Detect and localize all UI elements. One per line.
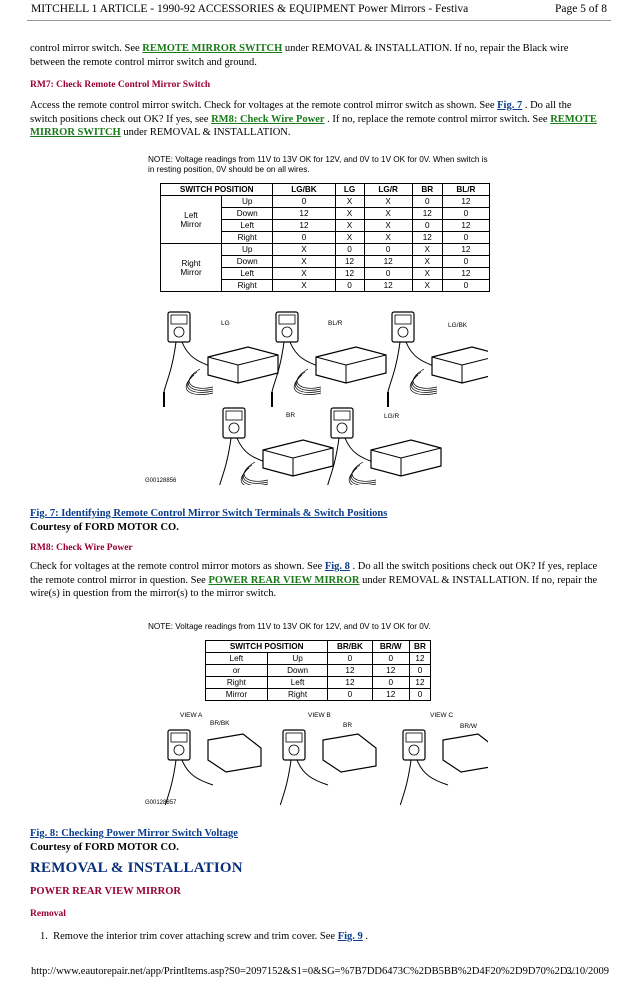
wire-label-brbk: BR/BK xyxy=(210,720,230,727)
table-row xyxy=(161,244,490,256)
fig8-col-header: BR xyxy=(409,641,430,653)
step-text: Remove the interior trim cover attaching screw and trim cover. See xyxy=(53,931,338,942)
rm7-heading: RM7: Check Remote Control Mirror Switch xyxy=(30,80,211,90)
rm8-paragraph xyxy=(30,560,600,601)
table-cell: 0 xyxy=(335,280,364,292)
meter-dial xyxy=(282,327,292,337)
fig7-code: G00128856 xyxy=(145,478,177,484)
rm7-text-4: under REMOVAL & INSTALLATION. xyxy=(120,127,291,138)
table-cell: 12 xyxy=(409,653,430,665)
table-cell: 12 xyxy=(328,665,372,677)
table-cell: X xyxy=(335,208,364,220)
table-cell: 0 xyxy=(328,653,372,665)
table-cell: X xyxy=(335,196,364,208)
probe-lead xyxy=(399,760,411,805)
wire-label-lgr: LG/R xyxy=(384,413,400,420)
table-cell: 0 xyxy=(273,196,335,208)
meter-dial xyxy=(337,423,347,433)
table-cell: X xyxy=(335,232,364,244)
table-cell: 12 xyxy=(335,268,364,280)
table-cell: 12 xyxy=(372,665,409,677)
wire-label-br: BR xyxy=(286,412,296,419)
rm8-text-3: under REMOVAL & INSTALLATION. If no, repair the wire(s) in question from the mirror(s) to the mirror switch. xyxy=(30,574,598,599)
fig8-col-header: SWITCH POSITION xyxy=(206,641,328,653)
fig8-caption[interactable]: Fig. 8: Checking Power Mirror Switch Voltage xyxy=(30,828,238,839)
table-cell: X xyxy=(412,256,442,268)
group-label-line: Right xyxy=(181,258,201,268)
fig8-side-label: or xyxy=(206,665,268,677)
table-cell: Left xyxy=(222,268,273,280)
group-label-line: Mirror xyxy=(180,219,202,229)
meter-dial xyxy=(289,745,299,755)
meter-display xyxy=(334,411,350,420)
table-cell: Down xyxy=(222,208,273,220)
view-a-label: VIEW A xyxy=(180,712,203,719)
table-cell: 12 xyxy=(409,677,430,689)
intro-text: control mirror switch. See xyxy=(30,43,143,54)
remote-mirror-switch-link[interactable]: REMOTE MIRROR SWITCH xyxy=(142,43,283,54)
fig7-table-header xyxy=(161,184,490,196)
fig7-group-label xyxy=(161,244,222,292)
table-cell: 12 xyxy=(412,232,442,244)
probe-lead xyxy=(279,760,291,805)
table-cell: Left xyxy=(222,220,273,232)
view-c-label: VIEW C xyxy=(430,712,454,719)
remote-mirror-switch-link-2[interactable]: REMOTE MIRROR SWITCH xyxy=(30,113,597,138)
table-cell: 0 xyxy=(442,256,489,268)
table-row xyxy=(161,196,490,208)
removal-installation-heading: REMOVAL & INSTALLATION xyxy=(30,860,243,876)
meter-display xyxy=(171,733,187,742)
table-cell: 12 xyxy=(328,677,372,689)
fig7-courtesy: Courtesy of FORD MOTOR CO. xyxy=(30,521,179,533)
view-b-label: VIEW B xyxy=(308,712,331,719)
table-cell: X xyxy=(364,196,412,208)
table-cell: 12 xyxy=(442,244,489,256)
table-cell: X xyxy=(273,268,335,280)
probe-lead xyxy=(297,760,328,785)
table-cell: 12 xyxy=(335,256,364,268)
wire-label-lg: LG xyxy=(221,320,230,327)
removal-subheading: Removal xyxy=(30,909,66,919)
wire-label-br-2: BR xyxy=(343,722,353,729)
rm8-link[interactable]: RM8: Check Wire Power xyxy=(211,113,325,125)
fig8-table-header xyxy=(206,641,431,653)
fig7-col-header: LG/R xyxy=(364,184,412,196)
table-cell: 12 xyxy=(442,220,489,232)
mirror-motor-icon xyxy=(208,734,261,772)
table-cell: Up xyxy=(267,653,328,665)
table-row xyxy=(206,689,431,701)
table-row xyxy=(206,677,431,689)
wire-label-blr: BL/R xyxy=(328,320,343,327)
mirror-motor-icon xyxy=(443,734,488,772)
rm7-text: Access the remote control mirror switch. Check for voltages at the remote control mirror switch as shown. See xyxy=(30,100,498,111)
step-number: 1. xyxy=(40,931,48,942)
footer-url[interactable]: http://www.eautorepair.net/app/PrintItems.asp?S0=2097152&S1=0&SG=%7B7DD6473C%2DB5BB%2D4F20%2D9D70%2D... xyxy=(31,966,576,977)
wire xyxy=(242,468,268,485)
fig8-link[interactable]: Fig. 8 xyxy=(324,561,350,572)
rm8-text-2: . Do all the switch positions check out OK? If yes, replace the remote control mirror in question. See xyxy=(30,561,598,586)
rm7-text-3: . If no, replace the remote control mirror switch. See xyxy=(324,113,551,125)
probe-lead xyxy=(219,438,231,485)
table-cell: Up xyxy=(222,244,273,256)
wire-label-lgbk: LG/BK xyxy=(448,322,468,329)
fig7-voltage-table xyxy=(160,183,490,292)
wire xyxy=(350,468,376,485)
group-label-line: Mirror xyxy=(180,267,202,277)
fig9-link[interactable]: Fig. 9 xyxy=(337,931,363,942)
fig8-side-label: Left xyxy=(206,653,268,665)
table-cell: 12 xyxy=(364,256,412,268)
probe-lead xyxy=(164,760,176,805)
fig7-col-header: LG/BK xyxy=(273,184,335,196)
probe-lead xyxy=(417,760,448,785)
table-cell: Right xyxy=(222,280,273,292)
table-cell: Right xyxy=(267,689,328,701)
table-cell: 12 xyxy=(364,280,412,292)
rm7-text-2: . Do all the switch positions check out OK? If yes, see xyxy=(30,100,572,125)
meter-dial xyxy=(409,745,419,755)
table-cell: 0 xyxy=(372,653,409,665)
fig7-col-header: BL/R xyxy=(442,184,489,196)
table-row xyxy=(206,653,431,665)
table-cell: X xyxy=(273,256,335,268)
step-end: . xyxy=(362,931,369,942)
table-cell: 0 xyxy=(412,196,442,208)
table-cell: X xyxy=(364,232,412,244)
page-number: Page 5 of 8 xyxy=(554,3,607,15)
table-cell: X xyxy=(412,244,442,256)
table-cell: X xyxy=(364,220,412,232)
table-cell: 12 xyxy=(442,268,489,280)
document-title: MITCHELL 1 ARTICLE - 1990-92 ACCESSORIES & EQUIPMENT Power Mirrors - Festiva xyxy=(31,3,469,15)
group-label-line: Left xyxy=(184,210,198,220)
fig8-col-header: BR/BK xyxy=(328,641,372,653)
table-cell: X xyxy=(412,268,442,280)
fig8-note: NOTE: Voltage readings from 11V to 13V OK for 12V, and 0V to 1V OK for 0V. xyxy=(148,622,431,631)
table-cell: X xyxy=(364,208,412,220)
fig7-col-header: SWITCH POSITION xyxy=(161,184,273,196)
probe-lead xyxy=(182,760,213,785)
table-cell: Right xyxy=(222,232,273,244)
fig8-voltage-table xyxy=(205,640,431,701)
table-cell: 0 xyxy=(409,689,430,701)
table-cell: X xyxy=(335,220,364,232)
intro-text-cont: under REMOVAL & INSTALLATION. If no, repair the Black wire between the remote control mirror switch and ground. xyxy=(30,43,569,68)
fig7-caption[interactable]: Fig. 7: Identifying Remote Control Mirror Switch Terminals & Switch Positions xyxy=(30,508,388,519)
table-cell: Down xyxy=(222,256,273,268)
table-cell: 0 xyxy=(364,268,412,280)
mirror-motor-icon xyxy=(323,734,376,772)
fig7-col-header: LG xyxy=(335,184,364,196)
table-cell: 0 xyxy=(335,244,364,256)
fig8-side-label: Mirror xyxy=(206,689,268,701)
wire-label-brw: BR/W xyxy=(460,723,477,730)
fig8-caption-block xyxy=(30,827,600,854)
fig7-group-label xyxy=(161,196,222,244)
meter-display xyxy=(406,733,422,742)
probe-lead xyxy=(388,342,400,392)
table-cell: X xyxy=(412,280,442,292)
table-cell: 0 xyxy=(442,280,489,292)
table-cell: 0 xyxy=(409,665,430,677)
rm7-paragraph xyxy=(30,99,600,140)
removal-step-1 xyxy=(40,930,610,944)
page-header xyxy=(27,0,611,21)
connector-icon xyxy=(371,440,441,476)
connector-icon xyxy=(208,347,278,383)
fig8-col-header: BR/W xyxy=(372,641,409,653)
fig8-code: G00128857 xyxy=(145,800,177,806)
power-rear-view-mirror-heading: POWER REAR VIEW MIRROR xyxy=(30,886,181,897)
rm8-text: Check for voltages at the remote control mirror motors as shown. See xyxy=(30,561,325,572)
table-cell: X xyxy=(273,244,335,256)
fig7-note: NOTE: Voltage readings from 11V to 13V OK for 12V, and 0V to 1V OK for 0V. When switch is in resting position, 0V should be on all wires. xyxy=(148,155,488,174)
table-cell: 0 xyxy=(442,232,489,244)
fig7-figure xyxy=(148,155,493,292)
fig8-figure xyxy=(148,622,448,701)
table-cell: 12 xyxy=(442,196,489,208)
fig8-meter-diagrams xyxy=(148,710,488,805)
fig7-meter-diagrams xyxy=(148,300,488,485)
connector-icon xyxy=(263,440,333,476)
fig8-courtesy: Courtesy of FORD MOTOR CO. xyxy=(30,841,179,853)
table-cell: 12 xyxy=(372,689,409,701)
table-cell: X xyxy=(273,280,335,292)
table-cell: 0 xyxy=(412,220,442,232)
meter-display xyxy=(171,315,187,324)
table-cell: Left xyxy=(267,677,328,689)
meter-dial xyxy=(398,327,408,337)
connector-icon xyxy=(432,347,488,383)
probe-lead xyxy=(164,342,176,392)
table-cell: 0 xyxy=(372,677,409,689)
footer-date: 3/10/2009 xyxy=(566,966,609,977)
fig7-col-header: BR xyxy=(412,184,442,196)
table-cell: Up xyxy=(222,196,273,208)
table-cell: 12 xyxy=(412,208,442,220)
table-cell: Down xyxy=(267,665,328,677)
connector-icon xyxy=(316,347,386,383)
table-cell: 12 xyxy=(273,208,335,220)
fig7-caption-block xyxy=(30,507,600,534)
meter-display xyxy=(286,733,302,742)
meter-display xyxy=(226,411,242,420)
table-cell: 0 xyxy=(442,208,489,220)
meter-dial xyxy=(229,423,239,433)
fig8-side-label: Right xyxy=(206,677,268,689)
table-cell: 0 xyxy=(328,689,372,701)
meter-display xyxy=(395,315,411,324)
meter-display xyxy=(279,315,295,324)
meter-dial xyxy=(174,745,184,755)
table-cell: 12 xyxy=(273,220,335,232)
table-cell: 0 xyxy=(364,244,412,256)
rm8-heading: RM8: Check Wire Power xyxy=(30,543,133,553)
meter-dial xyxy=(174,327,184,337)
fig7-link[interactable]: Fig. 7 xyxy=(497,100,523,111)
intro-paragraph xyxy=(30,42,600,69)
table-row xyxy=(206,665,431,677)
table-cell: 0 xyxy=(273,232,335,244)
power-rear-view-mirror-link[interactable]: POWER REAR VIEW MIRROR xyxy=(208,574,360,586)
